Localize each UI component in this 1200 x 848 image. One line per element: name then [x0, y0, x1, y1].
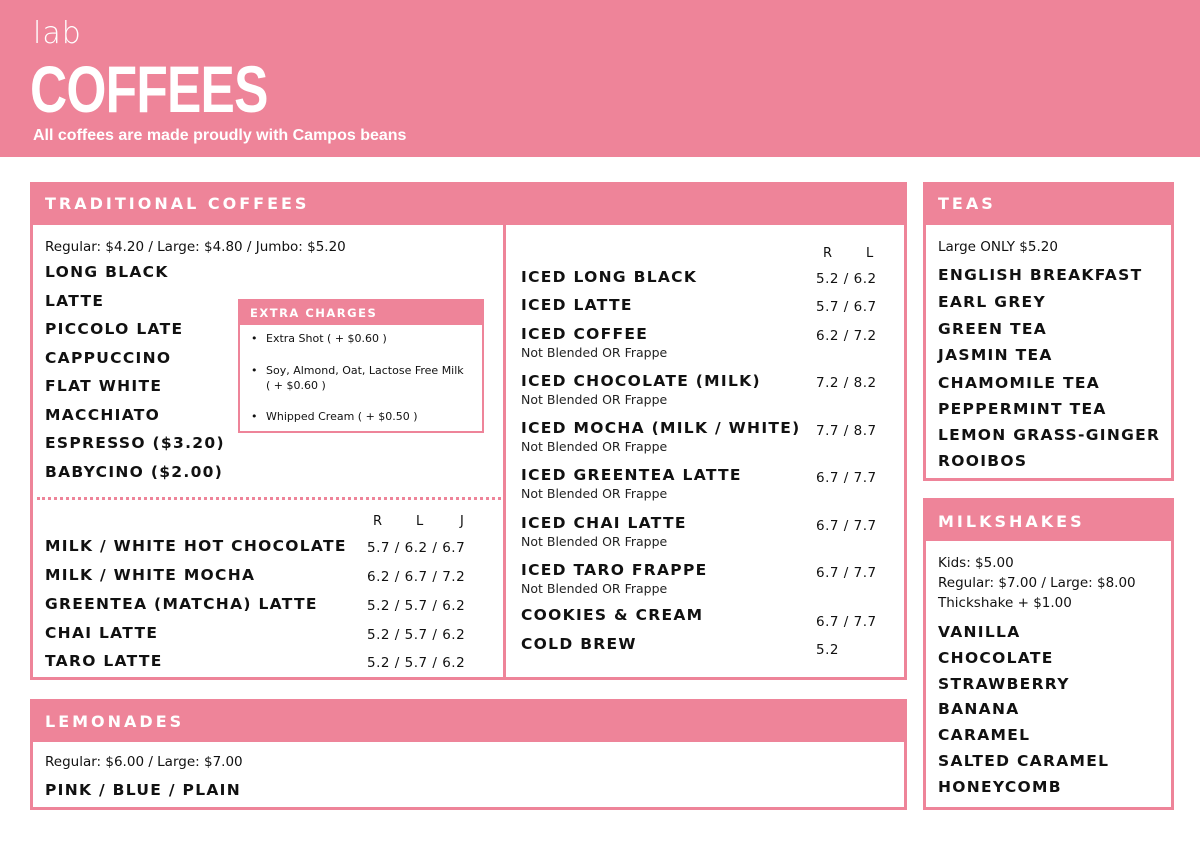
section-heading-milkshakes: MILKSHAKES: [926, 501, 1171, 541]
menu-item-note: Not Blended OR Frappe: [521, 534, 668, 549]
menu-item: ICED MOCHA (MILK / WHITE): [521, 419, 801, 437]
lemonades-panel: [30, 699, 907, 810]
menu-item: ICED GREENTEA LATTE: [521, 466, 742, 484]
brand-logo: lab: [33, 16, 82, 51]
section-heading-traditional: TRADITIONAL COFFEES: [33, 185, 904, 225]
menu-item-price: 6.7 / 7.7: [816, 470, 877, 486]
menu-item: ICED LONG BLACK: [521, 268, 698, 286]
menu-item: LEMON GRASS-GINGER: [938, 426, 1161, 444]
milkshakes-pricing-line: Kids: $5.00: [938, 555, 1014, 571]
menu-item: COLD BREW: [521, 635, 637, 653]
menu-item-price: 6.7 / 7.7: [816, 614, 877, 630]
menu-item: ENGLISH BREAKFAST: [938, 266, 1143, 284]
teas-pricing: Large ONLY $5.20: [938, 239, 1058, 255]
menu-item-note: Not Blended OR Frappe: [521, 439, 668, 454]
menu-item: PEPPERMINT TEA: [938, 400, 1107, 418]
column-divider: [503, 225, 506, 677]
menu-item-price: 5.7 / 6.2 / 6.7: [367, 540, 466, 556]
menu-item: HONEYCOMB: [938, 778, 1062, 796]
menu-item: SALTED CARAMEL: [938, 752, 1110, 770]
page-title: COFFEES: [30, 52, 268, 126]
menu-item: GREEN TEA: [938, 320, 1048, 338]
menu-item: ICED LATTE: [521, 296, 633, 314]
menu-item: VANILLA: [938, 623, 1021, 641]
menu-item-price: 6.7 / 7.7: [816, 565, 877, 581]
menu-item-price: 6.7 / 7.7: [816, 518, 877, 534]
menu-item-price: 5.2 / 5.7 / 6.2: [367, 627, 466, 643]
menu-item: MILK / WHITE MOCHA: [45, 566, 256, 584]
menu-item: ICED TARO FRAPPE: [521, 561, 708, 579]
traditional-pricing: Regular: $4.20 / Large: $4.80 / Jumbo: $5.20: [45, 239, 346, 255]
menu-item-price: 7.7 / 8.7: [816, 423, 877, 439]
size-column-label: R: [823, 246, 833, 261]
milkshakes-panel: [923, 498, 1174, 810]
dotted-divider: [37, 497, 501, 500]
size-column-label: J: [460, 514, 464, 529]
menu-item: CARAMEL: [938, 726, 1031, 744]
menu-item: ICED CHAI LATTE: [521, 514, 687, 532]
menu-item: EARL GREY: [938, 293, 1046, 311]
extra-charge-item: Extra Shot ( + $0.60 ): [266, 332, 387, 345]
menu-item: BABYCINO ($2.00): [45, 463, 224, 481]
extra-charge-item: Soy, Almond, Oat, Lactose Free Milk ( + $0.60 ): [266, 364, 464, 392]
header-banner: [0, 0, 1200, 157]
teas-panel: [923, 182, 1174, 481]
menu-item-note: Not Blended OR Frappe: [521, 581, 668, 596]
size-column-label: L: [866, 246, 874, 261]
menu-item: MACCHIATO: [45, 406, 161, 424]
menu-item: ROOIBOS: [938, 452, 1028, 470]
menu-item: GREENTEA (MATCHA) LATTE: [45, 595, 318, 613]
menu-item: LATTE: [45, 292, 105, 310]
menu-item: TARO LATTE: [45, 652, 163, 670]
menu-item: ESPRESSO ($3.20): [45, 434, 225, 452]
bullet-icon: •: [251, 364, 258, 377]
menu-item: STRAWBERRY: [938, 675, 1070, 693]
menu-item: CHAI LATTE: [45, 624, 159, 642]
menu-item-price: 5.7 / 6.7: [816, 299, 877, 315]
menu-item: ICED CHOCOLATE (MILK): [521, 372, 761, 390]
menu-item: ICED COFFEE: [521, 325, 649, 343]
menu-item: BANANA: [938, 700, 1020, 718]
lemonades-pricing: Regular: $6.00 / Large: $7.00: [45, 754, 243, 770]
menu-item-price: 6.2 / 6.7 / 7.2: [367, 569, 466, 585]
menu-item-note: Not Blended OR Frappe: [521, 392, 668, 407]
page-subtitle: All coffees are made proudly with Campos beans: [33, 127, 407, 144]
lemonade-item: PINK / BLUE / PLAIN: [45, 781, 242, 799]
menu-item-note: Not Blended OR Frappe: [521, 345, 668, 360]
menu-item-price: 5.2: [816, 642, 839, 658]
menu-item-price: 6.2 / 7.2: [816, 328, 877, 344]
menu-item: FLAT WHITE: [45, 377, 163, 395]
extra-charge-item: Whipped Cream ( + $0.50 ): [266, 410, 418, 423]
menu-item: LONG BLACK: [45, 263, 169, 281]
menu-item: CHAMOMILE TEA: [938, 374, 1101, 392]
menu-item: CHOCOLATE: [938, 649, 1054, 667]
milkshakes-pricing-line: Thickshake + $1.00: [938, 595, 1072, 611]
size-column-label: L: [416, 514, 424, 529]
menu-item: MILK / WHITE HOT CHOCOLATE: [45, 537, 347, 555]
menu-item: JASMIN TEA: [938, 346, 1053, 364]
traditional-coffees-panel: [30, 182, 907, 680]
bullet-icon: •: [251, 410, 258, 423]
menu-item-price: 5.2 / 5.7 / 6.2: [367, 598, 466, 614]
menu-item: COOKIES & CREAM: [521, 606, 704, 624]
extra-charges-box: [238, 299, 484, 433]
extra-charges-heading: EXTRA CHARGES: [240, 301, 482, 325]
menu-item-note: Not Blended OR Frappe: [521, 486, 668, 501]
section-heading-lemonades: LEMONADES: [33, 702, 904, 742]
section-heading-teas: TEAS: [926, 185, 1171, 225]
menu-item-price: 7.2 / 8.2: [816, 375, 877, 391]
bullet-icon: •: [251, 332, 258, 345]
menu-item: PICCOLO LATE: [45, 320, 184, 338]
menu-item-price: 5.2 / 6.2: [816, 271, 877, 287]
menu-item: CAPPUCCINO: [45, 349, 172, 367]
milkshakes-pricing-line: Regular: $7.00 / Large: $8.00: [938, 575, 1136, 591]
size-column-label: R: [373, 514, 383, 529]
menu-item-price: 5.2 / 5.7 / 6.2: [367, 655, 466, 671]
